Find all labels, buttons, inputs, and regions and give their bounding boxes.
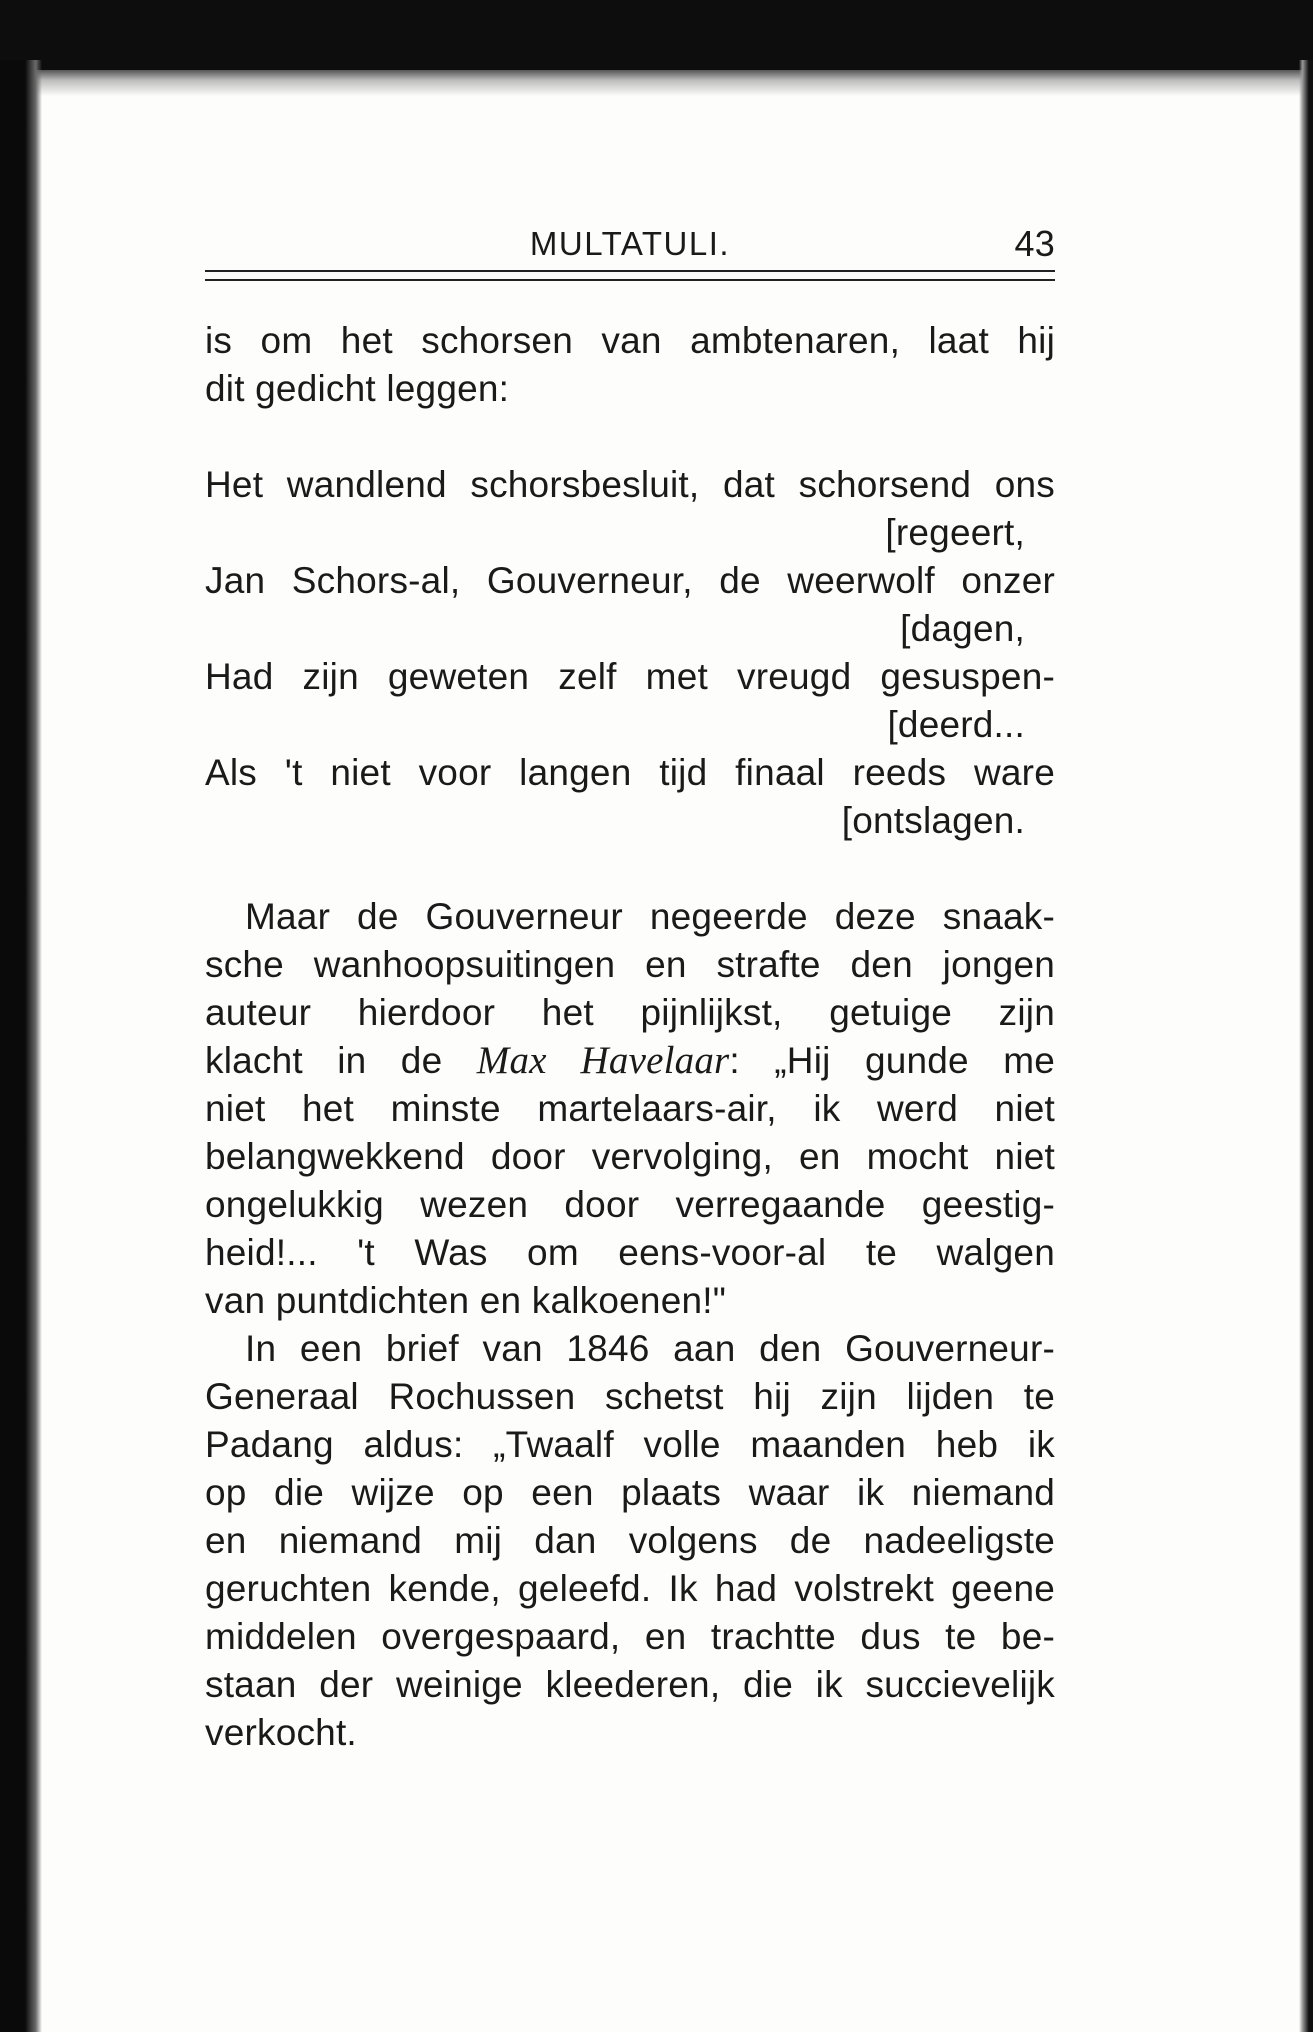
text-line: middelen overgespaard, en trachtte dus te be- — [205, 1616, 1055, 1657]
poem-line-continuation: [ontslagen. — [841, 800, 1025, 841]
text-line: In een brief van 1846 aan den Gouverneur- — [245, 1328, 1055, 1369]
text-fragment: : „Hij gunde me — [729, 1040, 1056, 1081]
text-line: ongelukkig wezen door verregaande geestig- — [205, 1184, 1055, 1225]
scan-top-border — [0, 0, 1313, 70]
text-line: auteur hierdoor het pijnlijkst, getuige zijn — [205, 992, 1055, 1033]
text-line: Maar de Gouverneur negeerde deze snaak- — [245, 896, 1055, 937]
text-line: Padang aldus: „Twaalf volle maanden heb ik — [205, 1424, 1055, 1465]
text-line-with-title — [205, 1037, 1055, 1085]
text-line: van puntdichten en kalkoenen!" — [205, 1280, 727, 1321]
text-line: heid!... 't Was om eens-voor-al te walgen — [205, 1232, 1055, 1273]
text-line: Generaal Rochussen schetst hij zijn lijden te — [205, 1376, 1055, 1417]
text-line: niet het minste martelaars-air, ik werd niet — [205, 1088, 1055, 1129]
text-line: is om het schorsen van ambtenaren, laat hij — [205, 320, 1055, 361]
scan-left-border — [0, 60, 42, 2032]
text-line: op die wijze op een plaats waar ik niemand — [205, 1472, 1055, 1513]
text-line: en niemand mij dan volgens de nadeeligste — [205, 1520, 1055, 1561]
page-number: 43 — [1014, 223, 1055, 264]
poem-line: Had zijn geweten zelf met vreugd gesuspen- — [205, 656, 1055, 697]
text-fragment: klacht in de — [205, 1040, 443, 1081]
text-line: dit gedicht leggen: — [205, 368, 510, 409]
text-line: verkocht. — [205, 1712, 357, 1753]
poem-line-continuation: [regeert, — [885, 512, 1025, 553]
page-content — [205, 220, 1055, 1757]
running-title: MULTATULI. — [529, 225, 731, 262]
scan-top-shadow — [0, 70, 1313, 96]
scan-right-border — [1299, 60, 1313, 2032]
poem — [205, 461, 1055, 845]
running-head — [205, 220, 1055, 270]
text-line: geruchten kende, geleefd. Ik had volstrekt geene — [205, 1568, 1055, 1609]
intro-paragraph — [205, 317, 1055, 413]
poem-line-continuation: [dagen, — [900, 608, 1025, 649]
header-rule — [205, 270, 1055, 281]
book-title: Max Havelaar — [476, 1039, 730, 1082]
poem-line: Jan Schors-al, Gouverneur, de weerwolf onzer — [205, 560, 1055, 601]
text-line: sche wanhoopsuitingen en strafte den jongen — [205, 944, 1055, 985]
poem-line: Het wandlend schorsbesluit, dat schorsend ons — [205, 464, 1055, 505]
text-line: belangwekkend door vervolging, en mocht niet — [205, 1136, 1055, 1177]
poem-line: Als 't niet voor langen tijd finaal reeds ware — [205, 752, 1055, 793]
paragraph-max-havelaar — [205, 893, 1055, 1325]
paragraph-letter-1846 — [205, 1325, 1055, 1757]
text-line: staan der weinige kleederen, die ik succievelijk — [205, 1664, 1055, 1705]
poem-line-continuation: [deerd... — [887, 704, 1025, 745]
